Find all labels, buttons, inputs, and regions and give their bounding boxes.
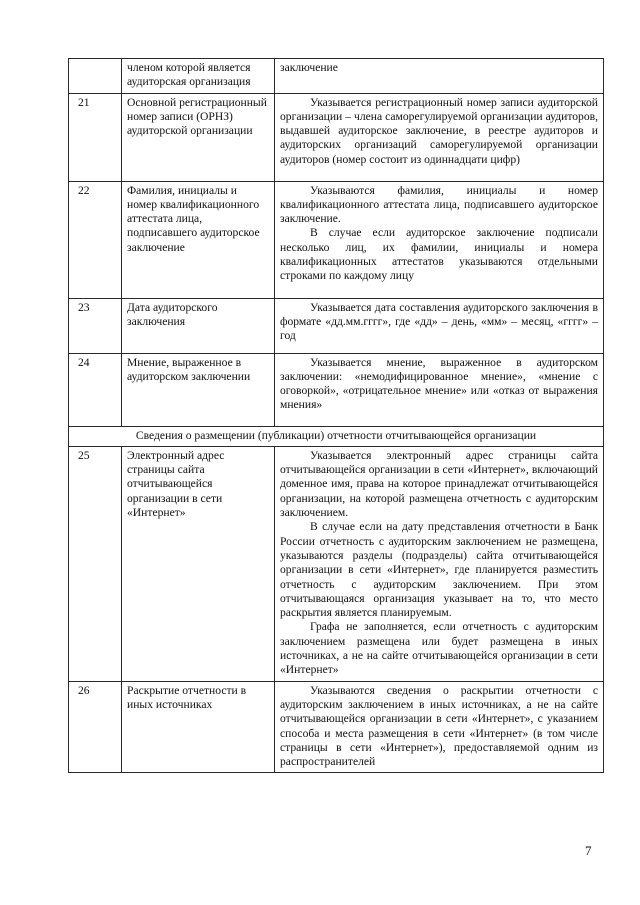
table-row: [69, 298, 604, 353]
section-header-row: [69, 426, 604, 446]
field-description-cell: [275, 353, 604, 426]
row-number-cell: [69, 59, 122, 94]
field-description-cell: [275, 59, 604, 94]
table-row: [69, 681, 604, 773]
table-row: [69, 93, 604, 181]
field-description-cell: [275, 446, 604, 681]
description-paragraph: Указывается мнение, выраженное в аудиторском заключении: «немодифицированное мнение», «мнение с оговоркой», «отрицательное мнение» или «отказ от выражения мнения»: [280, 355, 598, 412]
table-row: [69, 181, 604, 298]
field-name-cell: Мнение, выраженное в аудиторском заключении: [122, 353, 275, 426]
description-paragraph: Указывается регистрационный номер записи аудиторской организации – члена саморегулируемой организации аудиторов, выдавшей аудиторское заключение, в реестре аудиторов и аудиторских организаций саморегулируемой организации аудиторов (номер состоит из одиннадцати цифр): [280, 95, 598, 166]
description-paragraph: Указывается электронный адрес страницы сайта отчитывающейся организации в сети «Интернет», включающий доменное имя, права на которое принадлежат отчитывающейся организации, на которой размещена отчетность с аудиторским заключением.: [280, 448, 598, 520]
field-name-cell: Фамилия, инициалы и номер квалификационного аттестата лица, подписавшего аудиторское заключение: [122, 181, 275, 298]
row-number-cell: 23: [69, 298, 122, 353]
description-paragraph: заключение: [280, 61, 338, 74]
table-row: [69, 446, 604, 681]
description-paragraph: В случае если аудиторское заключение подписали несколько лиц, их фамилии, инициалы и номера квалификационных аттестатов указываются отдельными строками по каждому лицу: [280, 226, 598, 283]
row-number-cell: 21: [69, 93, 122, 181]
description-paragraph: Графа не заполняется, если отчетность с аудиторским заключением размещена или будет размещена в иных источниках, а не на сайте отчитывающейся организации в сети «Интернет»: [280, 620, 598, 677]
row-number-cell: 24: [69, 353, 122, 426]
table-row: [69, 353, 604, 426]
page-number: 7: [585, 843, 592, 858]
field-name-cell: Раскрытие отчетности в иных источниках: [122, 681, 275, 773]
description-paragraph: Указываются сведения о раскрытии отчетности с аудиторским заключением в иных источниках, а не на сайте отчитывающейся организации в сети «Интернет», с указанием способа и места размещения в сети «Интернет» (в том числе страницы в сети «Интернет»), предоставляемой одним из распространителей: [280, 683, 598, 769]
row-number-cell: 26: [69, 681, 122, 773]
description-paragraph: В случае если на дату представления отчетности в Банк России отчетность с аудиторским заключением не размещена, указываются разделы (подразделы) сайта отчитывающейся организации в сети «Интернет», где планируется разместить отчетность с аудиторским заключением. При этом отчитывающаяся организация указывает на то, что место раскрытия является планируемым.: [280, 520, 598, 620]
description-paragraph: Указываются фамилия, инициалы и номер квалификационного аттестата лица, подписавшего аудиторское заключение.: [280, 183, 598, 226]
field-description-cell: [275, 93, 604, 181]
field-name-cell: Дата аудиторского заключения: [122, 298, 275, 353]
document-table: [68, 58, 604, 773]
field-description-cell: [275, 181, 604, 298]
row-number-cell: 22: [69, 181, 122, 298]
description-paragraph: Указывается дата составления аудиторского заключения в формате «дд.мм.гггг», где «дд» – день, «мм» – месяц, «гггг» – год: [280, 300, 598, 343]
field-name-cell: членом которой является аудиторская организация: [122, 59, 275, 94]
field-description-cell: [275, 298, 604, 353]
section-header: Сведения о размещении (публикации) отчетности отчитывающейся организации: [69, 426, 604, 446]
row-number-cell: 25: [69, 446, 122, 681]
field-name-cell: Основной регистрационный номер записи (ОРНЗ) аудиторской организации: [122, 93, 275, 181]
field-description-cell: [275, 681, 604, 773]
table-row-continued: [69, 59, 604, 94]
field-name-cell: Электронный адрес страницы сайта отчитывающейся организации в сети «Интернет»: [122, 446, 275, 681]
